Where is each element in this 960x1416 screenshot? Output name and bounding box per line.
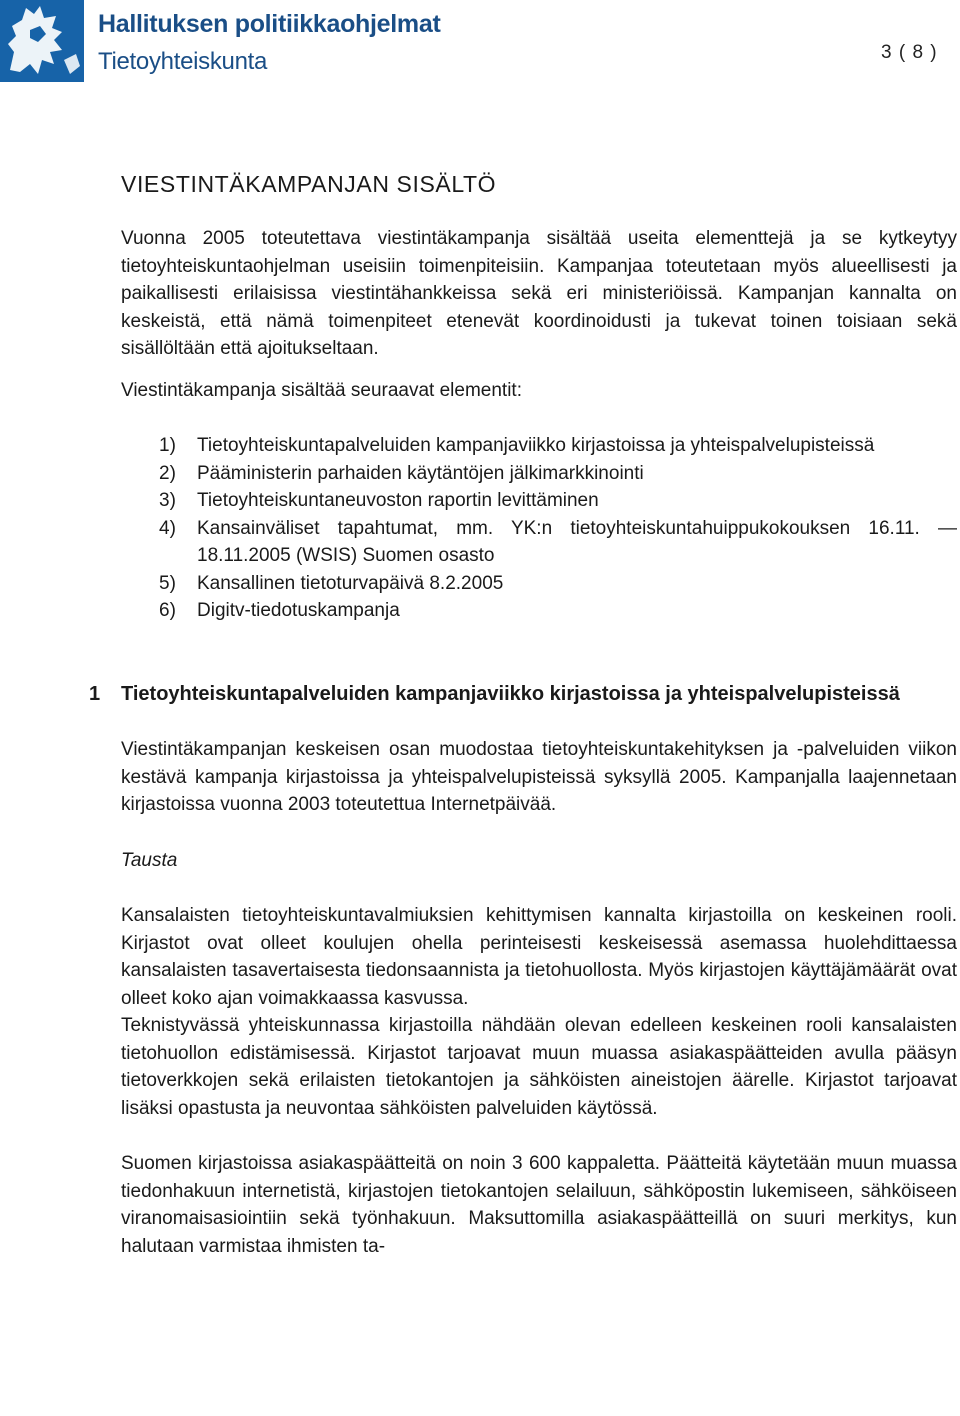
list-item: Kansainväliset tapahtumat, mm. YK:n tietoyhteiskuntahuippukokouksen 16.11. — 18.11.2005 (WSIS) Suomen osasto xyxy=(197,517,957,566)
list-item: Tietoyhteiskuntaneuvoston raportin levittäminen xyxy=(197,490,599,511)
elements-list xyxy=(121,432,957,625)
section-heading xyxy=(89,681,957,709)
section-heading-text: Tietoyhteiskuntapalveluiden kampanjaviikko kirjastoissa ja yhteispalvelupisteissä xyxy=(121,682,900,705)
document-body xyxy=(89,168,957,1260)
list-item: Digitv-tiedotuskampanja xyxy=(197,600,400,621)
list-item: Pääministerin parhaiden käytäntöjen jälkimarkkinointi xyxy=(197,462,644,484)
background-paragraph-1: Kansalaisten tietoyhteiskuntavalmiuksien kehittymisen kannalta kirjastoilla on keskeinen rooli. Kirjastot ovat olleet koulujen ohella perinteisesti keskeisessä asemassa huolehdittaessa kansalaisten tasavertaisesta tiedonsaannista ja tietohuollosta. Myös kirjastojen käyttäjämäärät ovat olleet koko ajan voimakkaassa kasvussa. xyxy=(121,905,957,1009)
background-paragraph-2: Teknistyvässä yhteiskunnassa kirjastoilla nähdään olevan edelleen keskeinen rooli kansalaisten tietohuollon edistämisessä. Kirjastot tarjoavat muun muassa asiakaspäätteiden avulla pääsyn tietoverkkojen sekä erilaisten tietokantojen ja sähköisten aineistojen äärelle. Kirjastot tarjoavat lisäksi opastusta ja neuvontaa sähköisten palveluiden käytössä. xyxy=(121,1015,957,1119)
page-number: 3 ( 8 ) xyxy=(881,42,938,63)
subheading-tausta: Tausta xyxy=(121,849,178,871)
org-subtitle: Tietoyhteiskunta xyxy=(98,48,268,75)
page-title: VIESTINTÄKAMPANJAN SISÄLTÖ xyxy=(121,171,497,197)
intro-paragraph: Vuonna 2005 toteutettava viestintäkampanja sisältää useita elementtejä ja se kytkeytyy tietoyhteiskuntaohjelman useisiin toimenpiteisiin. Kampanjaa toteutetaan myös alueellisesti ja paikallisesti erilaisissa viestintähankkeissa sekä eri ministeriöissä. Kampanjan kannalta on keskeistä, että nämä toimenpiteet etenevät koordinoidusti ja tukevat toinen toisiaan sekä sisällöltään että ajoitukseltaan. xyxy=(121,228,957,359)
org-logo xyxy=(0,0,441,86)
org-title: Hallituksen politiikkaohjelmat xyxy=(98,10,441,38)
background-paragraph-3: Suomen kirjastoissa asiakaspäätteitä on noin 3 600 kappaletta. Päätteitä käytetään muun muassa tiedonhakuun internetistä, kirjastojen tietokantojen selailuun, sähköpostin lukemiseen, sähköiseen viranomaisasiointiin sekä työnhakuun. Maksuttomilla asiakaspäätteillä on suuri merkitys, kun halutaan varmistaa ihmisten ta- xyxy=(121,1153,957,1257)
list-item: Kansallinen tietoturvapäivä 8.2.2005 xyxy=(197,572,504,594)
list-item: Tietoyhteiskuntapalveluiden kampanjaviikko kirjastoissa ja yhteispalvelupisteissä xyxy=(197,435,875,456)
section-number: 1 xyxy=(89,682,101,705)
list-intro: Viestintäkampanja sisältää seuraavat elementit: xyxy=(121,379,522,401)
lion-emblem-icon xyxy=(0,0,84,82)
section-paragraph: Viestintäkampanjan keskeisen osan muodostaa tietoyhteiskuntakehityksen ja -palveluiden viikon kestävä kampanja kirjastoissa ja yhteispalvelupisteissä syksyllä 2005. Kampanjalla laajennetaan kirjastoissa vuonna 2003 toteutettua Internetpäivää. xyxy=(121,739,957,815)
